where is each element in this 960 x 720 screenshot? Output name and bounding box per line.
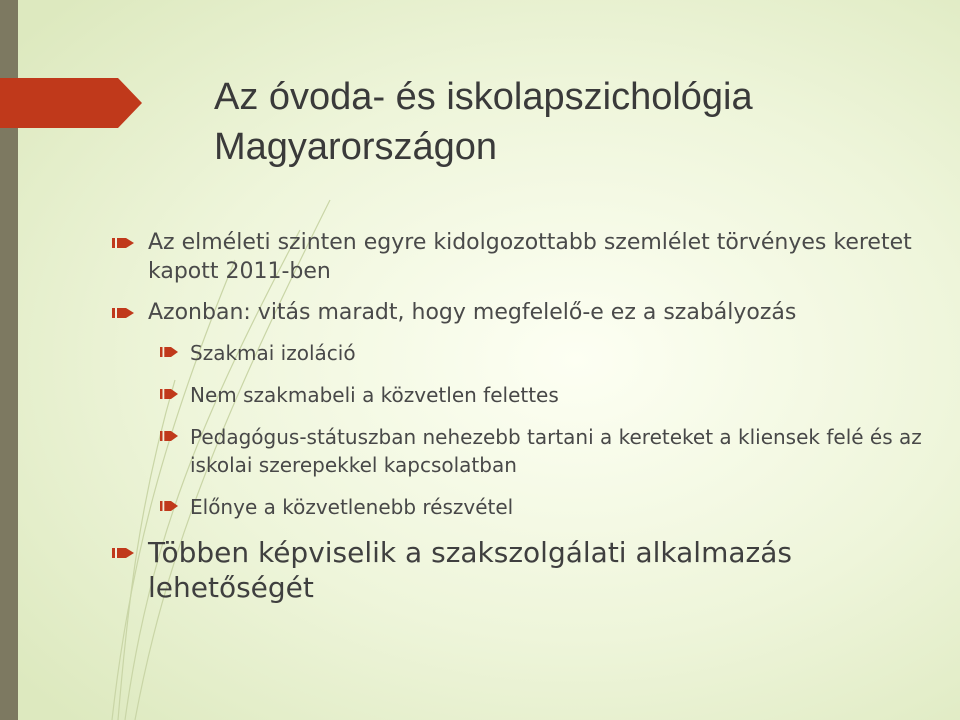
sub-bullet-item — [160, 423, 932, 479]
pencil-icon — [160, 430, 178, 442]
bullet-item — [112, 535, 932, 605]
bullet-text: Előnye a közvetlenebb részvétel — [190, 495, 514, 519]
pencil-icon — [160, 500, 178, 512]
bullet-text: Nem szakmabeli a közvetlen felettes — [190, 383, 559, 407]
pencil-icon — [112, 236, 134, 250]
slide-title-line-2: Magyarországon — [214, 126, 498, 168]
bullet-text: Pedagógus-státuszban nehezebb tartani a kereteket a kliensek felé és az iskolai szerepekkel kapcsolatban — [190, 425, 922, 477]
bullet-text: Azonban: vitás maradt, hogy megfelelő-e ez a szabályozás — [148, 300, 797, 325]
bullet-item — [112, 228, 932, 286]
pencil-icon — [112, 306, 134, 320]
pencil-icon — [160, 346, 178, 358]
pencil-icon — [160, 388, 178, 400]
title-accent-arrow — [0, 78, 142, 128]
slide-title-line-1: Az óvoda- és iskolapszichológia — [214, 76, 753, 118]
sub-bullet-item — [160, 339, 932, 367]
bullet-list — [112, 228, 932, 617]
bullet-text: Az elméleti szinten egyre kidolgozottabb szemlélet törvényes keretet kapott 2011-ben — [148, 230, 912, 284]
left-sidebar-band — [0, 0, 18, 720]
bullet-text: Szakmai izoláció — [190, 341, 356, 365]
bullet-text: Többen képviselik a szakszolgálati alkalmazás lehetőségét — [148, 536, 792, 604]
bullet-item — [112, 298, 932, 327]
sub-bullet-item — [160, 493, 932, 521]
pencil-icon — [112, 546, 134, 560]
slide-title — [214, 72, 914, 172]
sub-bullet-item — [160, 381, 932, 409]
